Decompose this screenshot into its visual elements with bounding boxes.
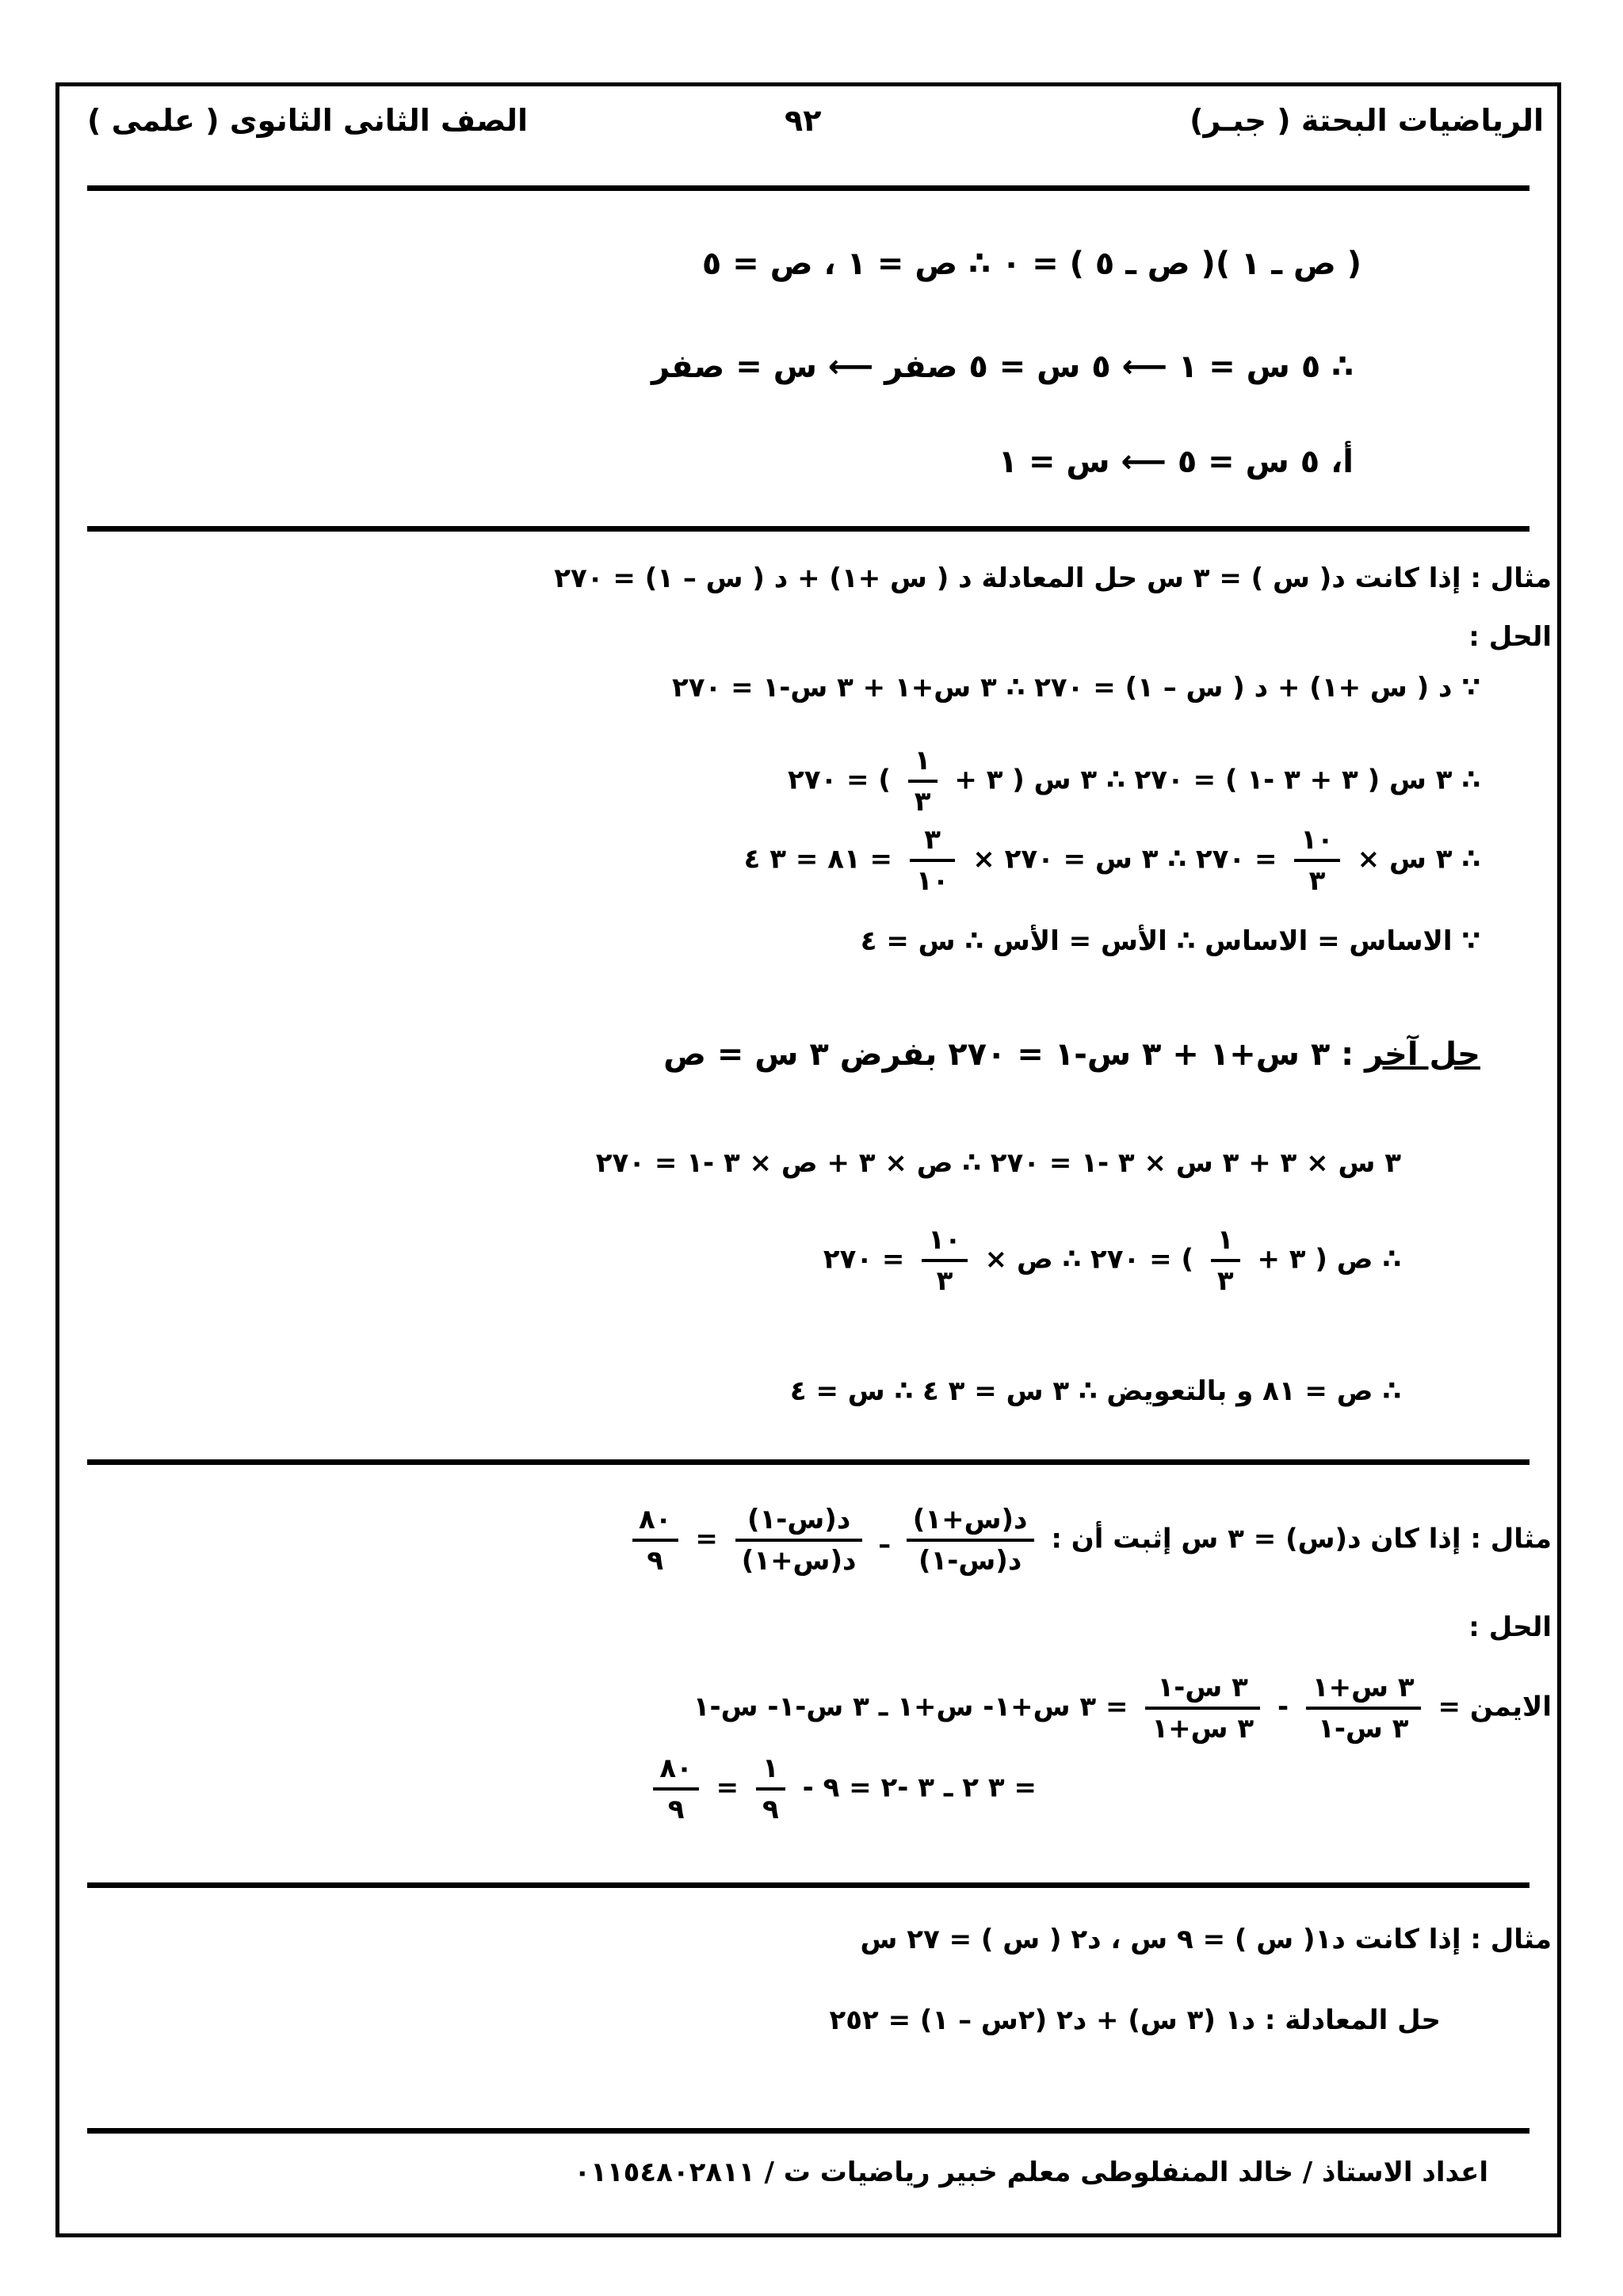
ex1-line3-b: = ٢٧٠ ∴ ٣ س = ٢٧٠ ×	[972, 843, 1277, 875]
alt-solution-rest: : ٣ س+١ + ٣ س-١ = ٢٧٠ بفرض ٣ س = ص	[663, 1036, 1354, 1073]
ex1-line5: ٣ س × ٣ + ٣ س × ٣ -١ = ٢٧٠ ∴ ص × ٣ + ص × ٣ -١ = ٢٧٠	[595, 1147, 1401, 1179]
ex2-fraction1: $\frac{\text{د(س+١)}}{\text{د(س-١)}}$	[907, 1504, 1034, 1577]
ex2-solution-label: الحل :	[1468, 1611, 1552, 1643]
ex2-equals: =	[695, 1523, 718, 1555]
section-rule-1	[87, 526, 1529, 532]
ex2-line1-b: -	[1277, 1691, 1289, 1723]
page-number: ٩٢	[785, 103, 822, 138]
ex1-line2-fraction: $\frac{١}{٣}$	[908, 745, 938, 818]
sec1-line1: ( ص ـ ١ )( ص ـ ٥ ) = ٠ ∴ ص = ١ ، ص = ٥	[701, 246, 1361, 282]
ex1-line2-b: ) = ٢٧٠	[787, 764, 891, 796]
ex1-line7: ∴ ص = ٨١ و بالتعويض ∴ ٣ س = ٣ ٤ ∴ س = ٤	[789, 1375, 1401, 1407]
ex2-fraction7: $\frac{٨٠}{٩}$	[653, 1753, 699, 1825]
ex3-line1: حل المعادلة : د١ (٣ س) + د٢ (٢س – ١) = ٢٥٢	[829, 2004, 1441, 2036]
ex1-line4: ∵ الاساس = الاساس ∴ الأس = الأس ∴ س = ٤	[860, 925, 1480, 957]
ex2-fraction4: $\frac{\text{٣ س+١}}{\text{٣ س-١}}$	[1306, 1672, 1421, 1745]
ex3-title: مثال : إذا كانت د١( س ) = ٩ س ، د٢ ( س ) = ٢٧ س	[860, 1924, 1552, 1955]
footer-rule	[87, 2128, 1529, 2134]
ex1-line6-a: ∴ ص ( ٣ +	[1257, 1243, 1401, 1276]
ex1-line3	[744, 824, 1480, 897]
ex2-line2-a: = ٣ ٢ ـ ٣ -٢ = ٩ -	[802, 1772, 1037, 1804]
sec1-line2: ∴ ٥ س = ١ ⟵ ٥ س = ٥ صفر ⟵ س = صفر	[651, 349, 1354, 385]
ex2-fraction6: $\frac{١}{٩}$	[756, 1753, 785, 1825]
section-rule-2	[87, 1459, 1529, 1465]
ex1-line6-fraction1: $\frac{١}{٣}$	[1211, 1224, 1240, 1297]
ex1-title: مثال : إذا كانت د( س ) = ٣ س حل المعادلة د ( س +١) + د ( س – ١) = ٢٧٠	[554, 563, 1552, 594]
ex2-line1-c: = ٣ س+١- س+١ ـ ٣ س-١- س-١	[693, 1691, 1128, 1723]
ex1-line3-fraction1: $\frac{١٠}{٣}$	[1294, 824, 1340, 897]
ex2-fraction3: $\frac{٨٠}{٩}$	[632, 1504, 678, 1577]
ex1-line6-c: = ٢٧٠	[823, 1243, 905, 1276]
alt-solution-label: حل آخر	[1365, 1036, 1480, 1073]
sec1-line3: أ، ٥ س = ٥ ⟵ س = ١	[998, 444, 1354, 480]
footer-text: اعداد الاستاذ / خالد المنفلوطى معلم خبير رياضيات ت / ٠١١٥٤٨٠٢٨١١	[574, 2157, 1488, 2188]
header-subject: الرياضيات البحتة ( جبـر)	[1190, 103, 1544, 138]
section-rule-3	[87, 1882, 1529, 1888]
ex1-line6-fraction2: $\frac{١٠}{٣}$	[922, 1224, 968, 1297]
ex2-line1	[693, 1672, 1552, 1745]
ex2-title-a: مثال : إذا كان د(س) = ٣ س إثبت أن :	[1051, 1523, 1552, 1555]
header-grade: الصف الثانى الثانوى ( علمى )	[87, 103, 529, 138]
header-rule	[87, 185, 1529, 191]
ex1-line2-a: ∴ ٣ س ( ٣ + ٣ -١ ) = ٢٧٠ ∴ ٣ س ( ٣ +	[954, 764, 1480, 796]
ex2-minus: ـ	[880, 1523, 889, 1555]
ex1-line3-fraction2: $\frac{٣}{١٠}$	[910, 824, 956, 897]
ex1-line6	[823, 1224, 1401, 1297]
ex1-line3-c: = ٨١ = ٣ ٤	[743, 843, 893, 875]
ex1-alt-solution	[663, 1036, 1480, 1073]
ex1-line3-a: ∴ ٣ س ×	[1357, 843, 1480, 875]
ex2-line1-a: الايمن =	[1438, 1691, 1552, 1723]
ex1-line1: ∵ د ( س +١) + د ( س – ١) = ٢٧٠ ∴ ٣ س+١ + ٣ س-١ = ٢٧٠	[672, 672, 1480, 704]
ex2-fraction5: $\frac{\text{٣ س-١}}{\text{٣ س+١}}$	[1145, 1672, 1260, 1745]
ex1-line2	[788, 745, 1480, 818]
ex2-title	[624, 1504, 1552, 1577]
ex1-line6-b: ) = ٢٧٠ ∴ ص ×	[984, 1243, 1193, 1276]
ex2-line2	[645, 1753, 1037, 1825]
ex1-solution-label: الحل :	[1468, 621, 1552, 653]
ex2-fraction2: $\frac{\text{د(س-١)}}{\text{د(س+١)}}$	[735, 1504, 863, 1577]
ex2-line2-b: =	[716, 1772, 739, 1804]
